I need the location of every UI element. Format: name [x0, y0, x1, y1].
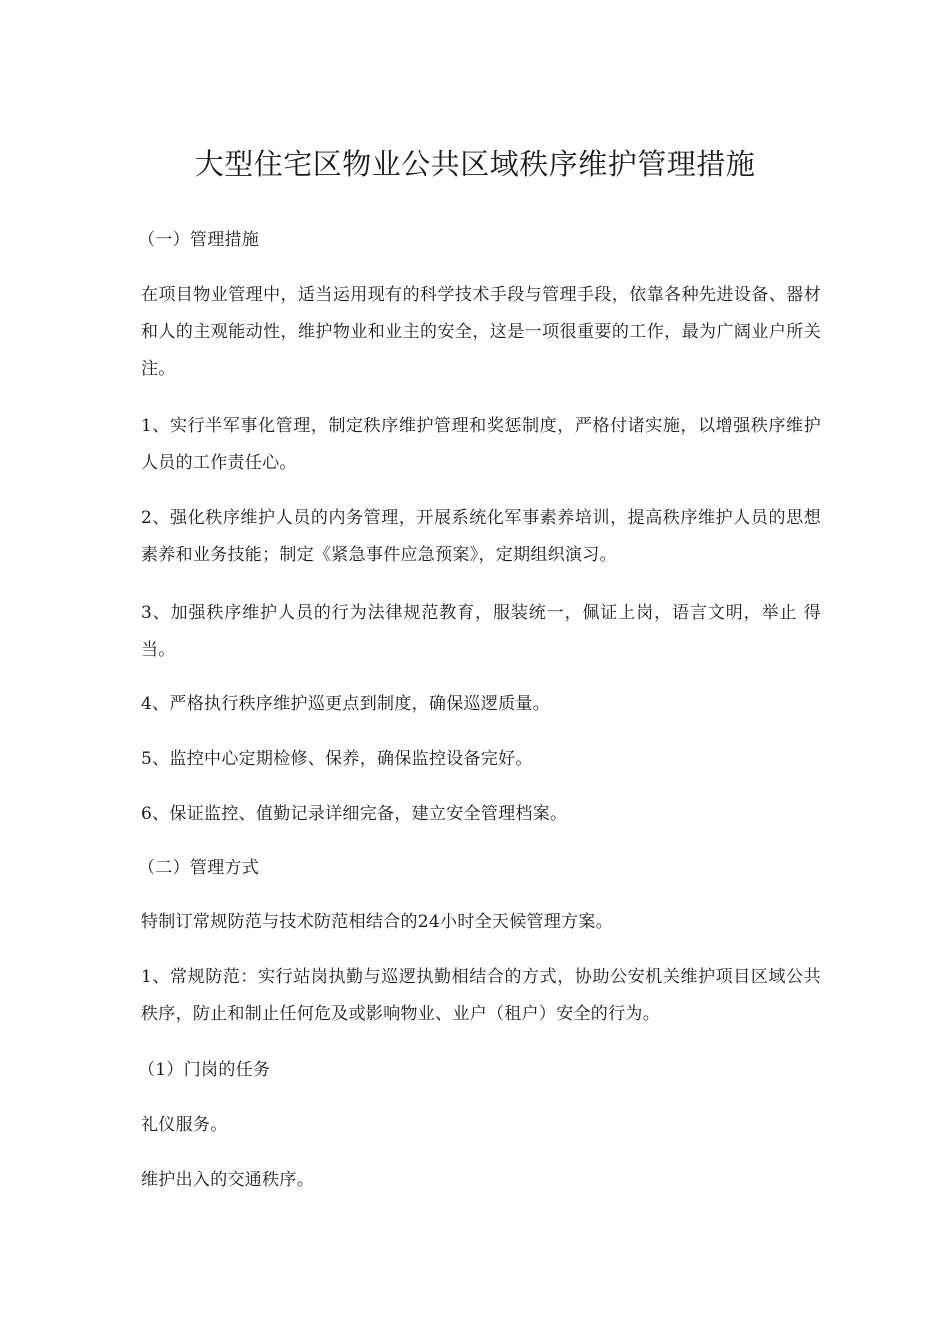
gate-duty-line-1: 礼仪服务。 [141, 1115, 228, 1135]
section-heading-methods: （二）管理方式 [138, 858, 260, 878]
measure-item-2: 2、强化秩序维护人员的内务管理，开展系统化军事素养培训，提高秩序维护人员的思想素养和业务技能；制定《紧急事件应急预案》，定期组织演习。 [141, 508, 821, 565]
document-title: 大型住宅区物业公共区域秩序维护管理措施 [194, 147, 756, 181]
measure-item-4: 4、严格执行秩序维护巡更点到制度，确保巡逻质量。 [141, 694, 551, 714]
methods-intro-paragraph: 特制订常规防范与技术防范相结合的24小时全天候管理方案。 [141, 912, 614, 932]
section-heading-measures: （一）管理措施 [138, 230, 260, 250]
measure-item-1: 1、实行半军事化管理，制定秩序维护管理和奖惩制度，严格付诸实施，以增强秩序维护人员的工作责任心。 [141, 416, 821, 473]
measure-item-6: 6、保证监控、值勤记录详细完备，建立安全管理档案。 [141, 804, 568, 824]
measure-item-5: 5、监控中心定期检修、保养，确保监控设备完好。 [141, 749, 533, 769]
gate-duty-line-2: 维护出入的交通秩序。 [141, 1170, 314, 1190]
intro-paragraph: 在项目物业管理中，适当运用现有的科学技术手段与管理手段，依靠各种先进设备、器材和人的主观能动性，维护物业和业主的安全，这是一项很重要的工作，最为广阔业户所关注。 [141, 285, 821, 379]
measure-item-3: 3、加强秩序维护人员的行为法律规范教育，服装统一，佩证上岗，语言文明，举止 得当。 [141, 603, 821, 660]
sub-heading-gate-duty: （1）门岗的任务 [138, 1060, 271, 1080]
methods-item-1: 1、常规防范：实行站岗执勤与巡逻执勤相结合的方式，协助公安机关维护项目区域公共秩序，防止和制止任何危及或影响物业、业户（租户）安全的行为。 [141, 967, 821, 1024]
